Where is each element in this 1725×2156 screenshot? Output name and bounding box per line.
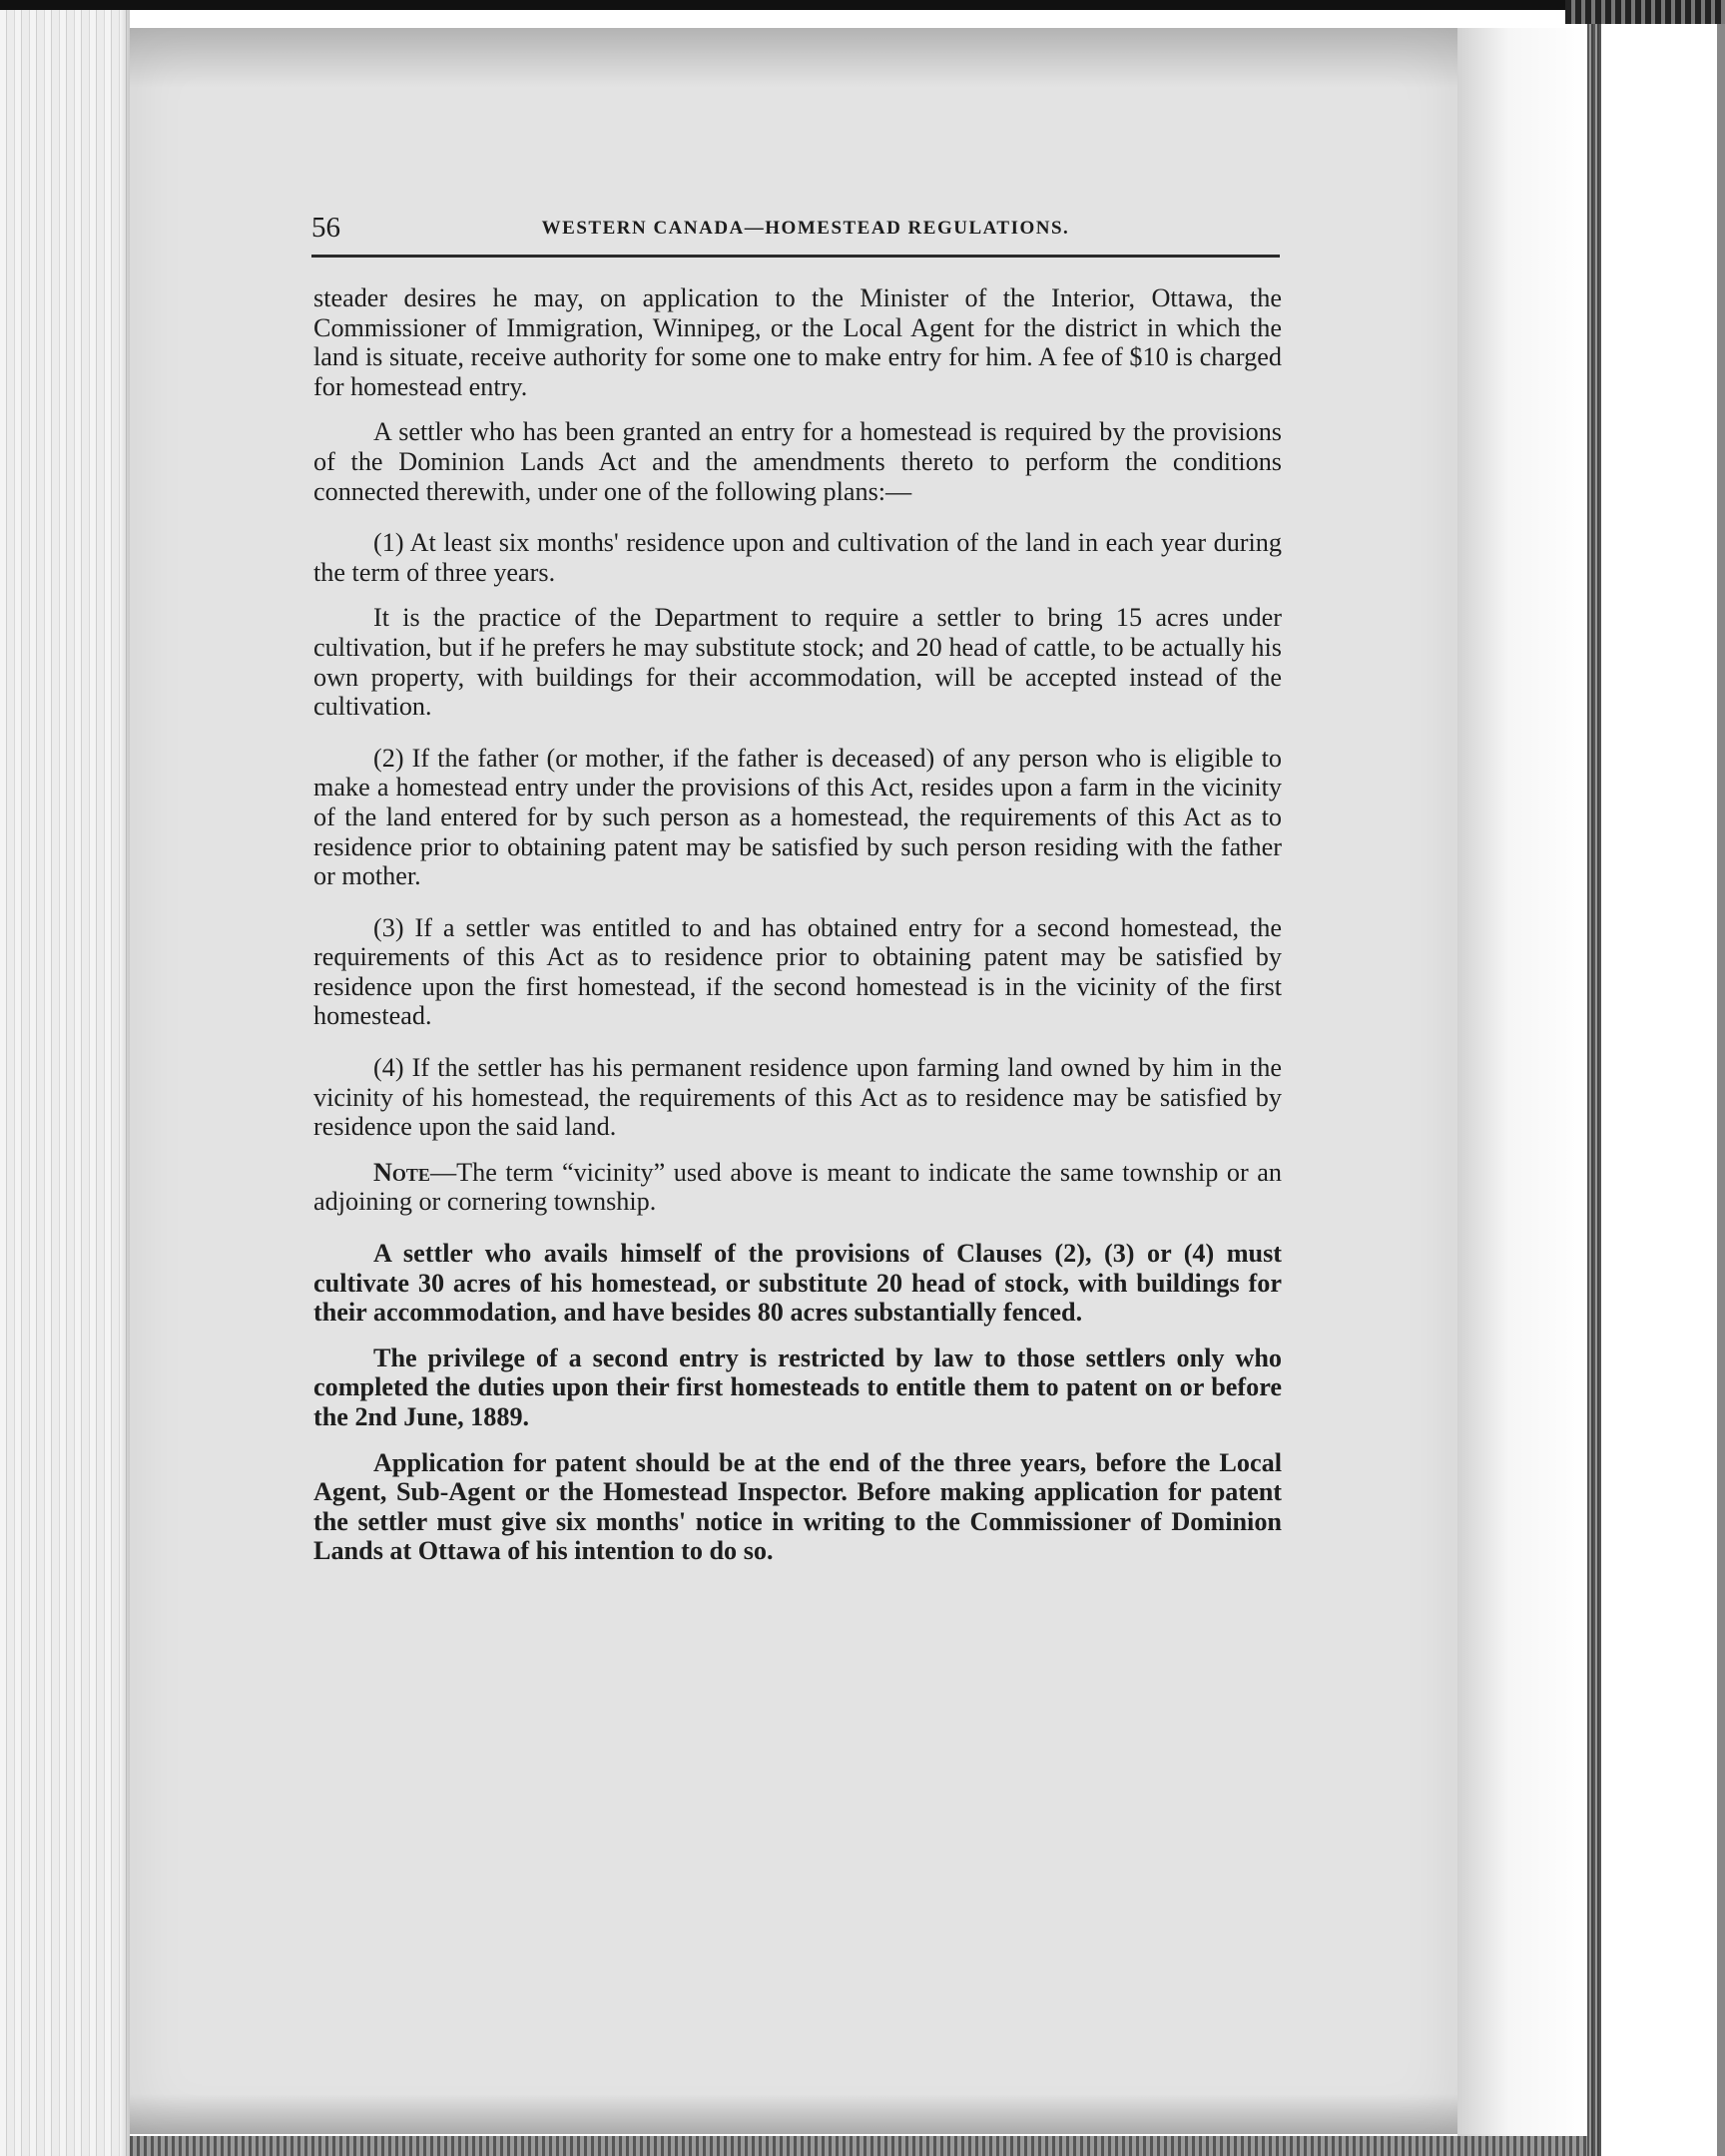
scan-top-border [0, 0, 1725, 10]
paragraph-continuation: steader desires he may, on application to the Minister of the Interior, Ottawa, the Commissioner of Immigration, Winnipeg, or the Local Agent for the district in which the land is situate, receive authority for some one to make entry for him. A fee of $10 is charged for homestead entry. [313, 283, 1282, 401]
paragraph-clause-1: (1) At least six months' residence upon and cultivation of the land in each year during the term of three years. [313, 528, 1282, 587]
scan-top-right-edge [1565, 0, 1725, 24]
scan-right-border [1717, 24, 1725, 2156]
book-page-edges-left [0, 10, 130, 2156]
paragraph-clause-4: (4) If the settler has his permanent residence upon farming land owned by him in the vicinity of his homestead, the requirements of this Act as to residence may be satisfied by residence upon the said land. [313, 1053, 1282, 1142]
page-number: 56 [311, 212, 340, 244]
note-text: —The term “vicinity” used above is meant to indicate the same township or an adjoining or cornering township. [313, 1157, 1282, 1217]
page-right-margin [1457, 28, 1587, 2156]
paragraph-clause-2: (2) If the father (or mother, if the father is deceased) of any person who is eligible to make a homestead entry under the provisions of this Act, resides upon a farm in the vicinity of the land entered for by such person as a homestead, the requirements of this Act as to residence prior to obtaining patent may be satisfied by such person residing with the father or mother. [313, 743, 1282, 891]
page-bottom-shadow [130, 2094, 1457, 2134]
book-spine-edge [1587, 24, 1601, 2156]
note-label: Note [373, 1157, 430, 1187]
scan-bottom-border [130, 2136, 1587, 2156]
page-body [313, 283, 1282, 1566]
paragraph-clause-3: (3) If a settler was entitled to and has obtained entry for a second homestead, the requirements of this Act as to residence prior to obtaining patent may be satisfied by residence upon the first homestead, if the second homestead is in the vicinity of the first homestead. [313, 912, 1282, 1031]
paragraph-department-practice: It is the practice of the Department to require a settler to bring 15 acres under cultivation, but if he prefers he may substitute stock; and 20 head of cattle, to be actually his own property, with buildings for their accommodation, will be accepted instead of the cultivation. [313, 603, 1282, 722]
running-head: WESTERN CANADA—HOMESTEAD REGULATIONS. [541, 218, 1070, 239]
page-header [311, 212, 1280, 252]
paragraph-clauses-requirements: A settler who avails himself of the provisions of Clauses (2), (3) or (4) must cultivate 30 acres of his homestead, or substitute 20 head of stock, with buildings for their accommodation, and have besides 80 acres substantially fenced. [313, 1239, 1282, 1328]
facing-page-blank [1601, 24, 1725, 2156]
paragraph-application-patent: Application for patent should be at the end of the three years, before the Local Agent, Sub-Agent or the Homestead Inspector. Before making application for patent the settler must give six months' notice in writing to the Commissioner of Dominion Lands at Ottawa of his intention to do so. [313, 1447, 1282, 1566]
paragraph-settler-conditions: A settler who has been granted an entry for a homestead is required by the provisions of the Dominion Lands Act and the amendments thereto to perform the conditions connected therewith, under one of the following plans:— [313, 417, 1282, 506]
page-top-shadow [130, 28, 1457, 88]
paragraph-note [313, 1158, 1282, 1217]
header-rule [311, 255, 1280, 258]
paragraph-second-entry: The privilege of a second entry is restricted by law to those settlers only who completed the duties upon their first homesteads to entitle them to patent on or before the 2nd June, 1889. [313, 1343, 1282, 1431]
